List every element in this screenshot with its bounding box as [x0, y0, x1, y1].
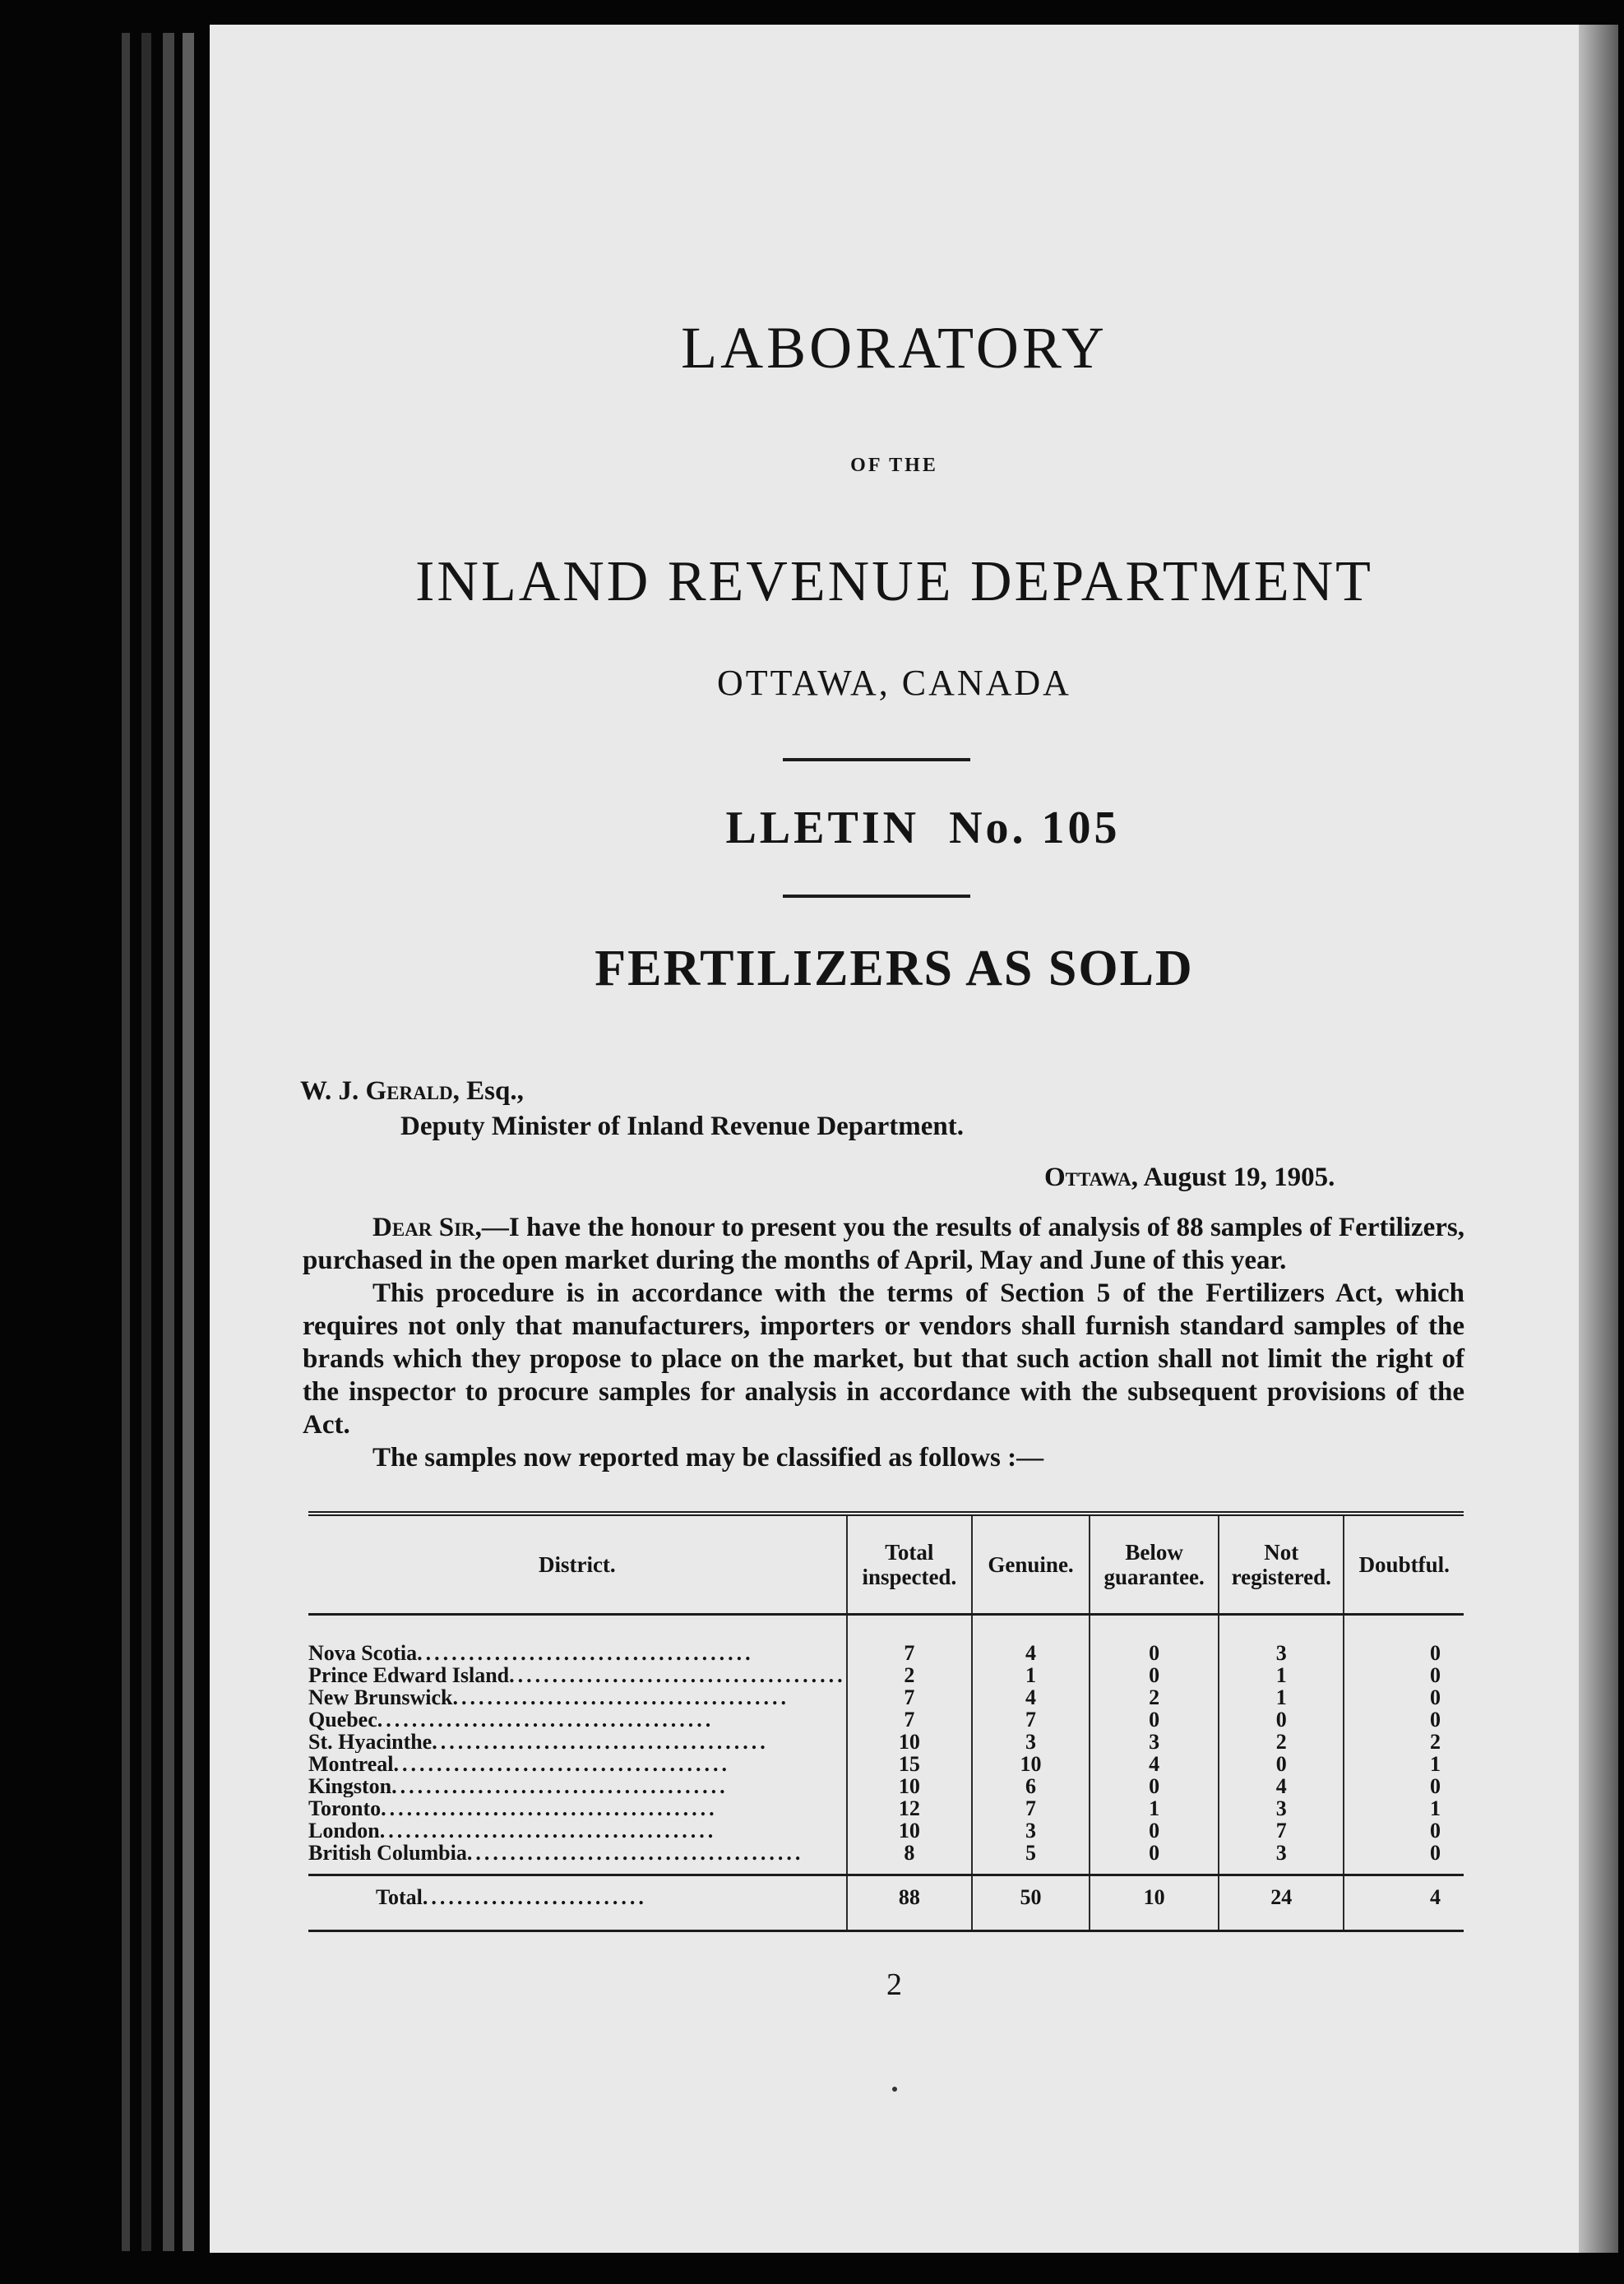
- addressee-suffix: , Esq.,: [452, 1076, 524, 1106]
- doubtful-cell: 0: [1344, 1664, 1464, 1686]
- divider-rule: [783, 758, 970, 761]
- district-name: Toronto: [308, 1797, 382, 1819]
- salutation: Dear Sir: [372, 1213, 475, 1242]
- table-row: [308, 1708, 1464, 1731]
- col-header-district: District.: [308, 1514, 847, 1615]
- doubtful-cell: 0: [1344, 1819, 1464, 1842]
- doubtful-cell: 2: [1344, 1731, 1464, 1753]
- leader-dots: .......................................: [379, 1819, 717, 1842]
- doubtful-cell: 0: [1344, 1686, 1464, 1708]
- below-cell: 4: [1090, 1753, 1219, 1775]
- table-row: [308, 1797, 1464, 1819]
- doubtful-cell: 0: [1344, 1708, 1464, 1731]
- page-shadow: [1579, 25, 1618, 2253]
- total-cell: 7: [847, 1686, 972, 1708]
- total-cell: 12: [847, 1797, 972, 1819]
- letter-body: [303, 1211, 1464, 1474]
- not-registered-cell: 1: [1219, 1686, 1344, 1708]
- doubtful-cell: 1: [1344, 1797, 1464, 1819]
- district-cell: [308, 1775, 847, 1797]
- leader-dots: ..........................: [422, 1885, 647, 1909]
- below-cell: 2: [1090, 1686, 1219, 1708]
- district-cell: [308, 1664, 847, 1686]
- district-name: Quebec: [308, 1708, 377, 1731]
- table-row: [308, 1642, 1464, 1664]
- not-registered-cell: 3: [1219, 1642, 1344, 1664]
- dateline-date: , August 19, 1905.: [1131, 1163, 1335, 1192]
- below-cell: 1: [1090, 1797, 1219, 1819]
- leader-dots: .......................................: [381, 1797, 718, 1819]
- not-registered-cell: 1: [1219, 1664, 1344, 1686]
- below-cell: 0: [1090, 1775, 1219, 1797]
- total-row: [308, 1875, 1464, 1931]
- below-cell: 0: [1090, 1842, 1219, 1875]
- below-cell: 0: [1090, 1664, 1219, 1686]
- total-not-registered-cell: 24: [1219, 1875, 1344, 1931]
- leader-dots: .......................................: [466, 1842, 804, 1865]
- paragraph-1-text: ,—I have the honour to present you the results of analysis of 88 samples of Fertilizers, purchased in the open market during the months of April, May and June of this year.: [303, 1213, 1464, 1275]
- heading-city: OTTAWA, CANADA: [717, 663, 1071, 703]
- total-below-cell: 10: [1090, 1875, 1219, 1931]
- leader-dots: .......................................: [452, 1686, 790, 1708]
- district-cell: [308, 1642, 847, 1664]
- table-row: [308, 1842, 1464, 1875]
- bulletin-heading: [210, 802, 1579, 854]
- doubtful-cell: 0: [1344, 1842, 1464, 1875]
- page-edge: [141, 33, 151, 2251]
- bulletin-number: No. 105: [949, 802, 1121, 853]
- col-header-genuine: Genuine.: [972, 1514, 1090, 1615]
- total-cell: 8: [847, 1842, 972, 1875]
- table-row: [308, 1664, 1464, 1686]
- addressee-initials: W. J.: [300, 1076, 359, 1106]
- table-row: [308, 1731, 1464, 1753]
- table-row: [308, 1753, 1464, 1775]
- paragraph-1: [303, 1211, 1464, 1277]
- addressee-position: Deputy Minister of Inland Revenue Department.: [400, 1112, 965, 1141]
- not-registered-cell: 4: [1219, 1775, 1344, 1797]
- below-cell: 0: [1090, 1819, 1219, 1842]
- not-registered-cell: 3: [1219, 1842, 1344, 1875]
- district-name: British Columbia: [308, 1842, 467, 1865]
- total-genuine-cell: 50: [972, 1875, 1090, 1931]
- district-name: New Brunswick: [308, 1686, 453, 1708]
- addressee-surname: Gerald: [365, 1076, 453, 1106]
- doubtful-cell: 1: [1344, 1753, 1464, 1775]
- genuine-cell: 4: [972, 1642, 1090, 1664]
- genuine-cell: 4: [972, 1686, 1090, 1708]
- paragraph-3-text: The samples now reported may be classified as follows :—: [372, 1443, 1044, 1473]
- table-header-row: [308, 1514, 1464, 1615]
- leader-dots: .......................................: [391, 1775, 729, 1797]
- not-registered-cell: 2: [1219, 1731, 1344, 1753]
- results-table: [308, 1511, 1464, 1932]
- total-cell: 10: [847, 1775, 972, 1797]
- not-registered-cell: 3: [1219, 1797, 1344, 1819]
- total-cell: 2: [847, 1664, 972, 1686]
- page-edge: [183, 33, 194, 2251]
- leader-dots: .......................................: [377, 1708, 715, 1731]
- district-cell: [308, 1753, 847, 1775]
- district-name: Nova Scotia: [308, 1642, 418, 1664]
- col-header-below: Below guarantee.: [1090, 1514, 1219, 1615]
- table-row: [308, 1819, 1464, 1842]
- heading-laboratory: LABORATORY: [681, 315, 1108, 381]
- doubtful-cell: 0: [1344, 1642, 1464, 1664]
- page-title: FERTILIZERS AS SOLD: [595, 941, 1194, 996]
- district-cell: [308, 1708, 847, 1731]
- total-label-cell: [308, 1875, 847, 1931]
- district-cell: [308, 1797, 847, 1819]
- heading-department: INLAND REVENUE DEPARTMENT: [415, 550, 1373, 613]
- below-cell: 0: [1090, 1642, 1219, 1664]
- total-cell: 88: [847, 1875, 972, 1931]
- leader-dots: .......................................: [417, 1642, 754, 1664]
- district-cell: [308, 1731, 847, 1753]
- genuine-cell: 7: [972, 1708, 1090, 1731]
- genuine-cell: 7: [972, 1797, 1090, 1819]
- total-cell: 10: [847, 1819, 972, 1842]
- district-name: Prince Edward Island: [308, 1664, 510, 1686]
- print-speck: [892, 2087, 897, 2092]
- genuine-cell: 6: [972, 1775, 1090, 1797]
- genuine-cell: 3: [972, 1731, 1090, 1753]
- district-name: Montreal: [308, 1753, 394, 1775]
- genuine-cell: 3: [972, 1819, 1090, 1842]
- spacer-row: [308, 1615, 1464, 1643]
- total-cell: 10: [847, 1731, 972, 1753]
- district-name: Kingston: [308, 1775, 392, 1797]
- bulletin-word: LLETIN: [725, 802, 920, 853]
- not-registered-cell: 0: [1219, 1753, 1344, 1775]
- total-doubtful-cell: 4: [1344, 1875, 1464, 1931]
- divider-rule: [783, 895, 970, 898]
- paragraph-2: This procedure is in accordance with the terms of Section 5 of the Fertilizers Act, which requires not only that manufacturers, importers or vendors shall furnish standard samples of the brands which they propose to place on the market, but that such action shall not limit the right of the inspector to procure samples for analysis in accordance with the subsequent provisions of the Act.: [303, 1278, 1464, 1440]
- district-name: London: [308, 1819, 380, 1842]
- district-cell: [308, 1686, 847, 1708]
- leader-dots: .......................................: [432, 1731, 769, 1753]
- table-row: [308, 1686, 1464, 1708]
- dateline: [1044, 1161, 1335, 1194]
- addressee-name: [300, 1075, 524, 1107]
- total-cell: 7: [847, 1642, 972, 1664]
- table-row: [308, 1775, 1464, 1797]
- district-name: St. Hyacinthe: [308, 1731, 433, 1753]
- dateline-place: Ottawa: [1044, 1163, 1131, 1192]
- leader-dots: .......................................: [509, 1664, 846, 1686]
- below-cell: 0: [1090, 1708, 1219, 1731]
- genuine-cell: 5: [972, 1842, 1090, 1875]
- total-cell: 15: [847, 1753, 972, 1775]
- total-label: Total: [376, 1885, 423, 1909]
- doubtful-cell: 0: [1344, 1775, 1464, 1797]
- district-cell: [308, 1842, 847, 1875]
- genuine-cell: 1: [972, 1664, 1090, 1686]
- heading-of-the: OF THE: [850, 455, 938, 476]
- page-number: 2: [886, 1967, 902, 2002]
- total-cell: 7: [847, 1708, 972, 1731]
- leader-dots: .......................................: [393, 1753, 730, 1775]
- district-cell: [308, 1819, 847, 1842]
- not-registered-cell: 0: [1219, 1708, 1344, 1731]
- col-header-not-registered: Not registered.: [1219, 1514, 1344, 1615]
- below-cell: 3: [1090, 1731, 1219, 1753]
- genuine-cell: 10: [972, 1753, 1090, 1775]
- col-header-total: Total inspected.: [847, 1514, 972, 1615]
- not-registered-cell: 7: [1219, 1819, 1344, 1842]
- page-edge: [122, 33, 130, 2251]
- col-header-doubtful: Doubtful.: [1344, 1514, 1464, 1615]
- page-edge: [163, 33, 174, 2251]
- paragraph-3: [303, 1441, 1464, 1474]
